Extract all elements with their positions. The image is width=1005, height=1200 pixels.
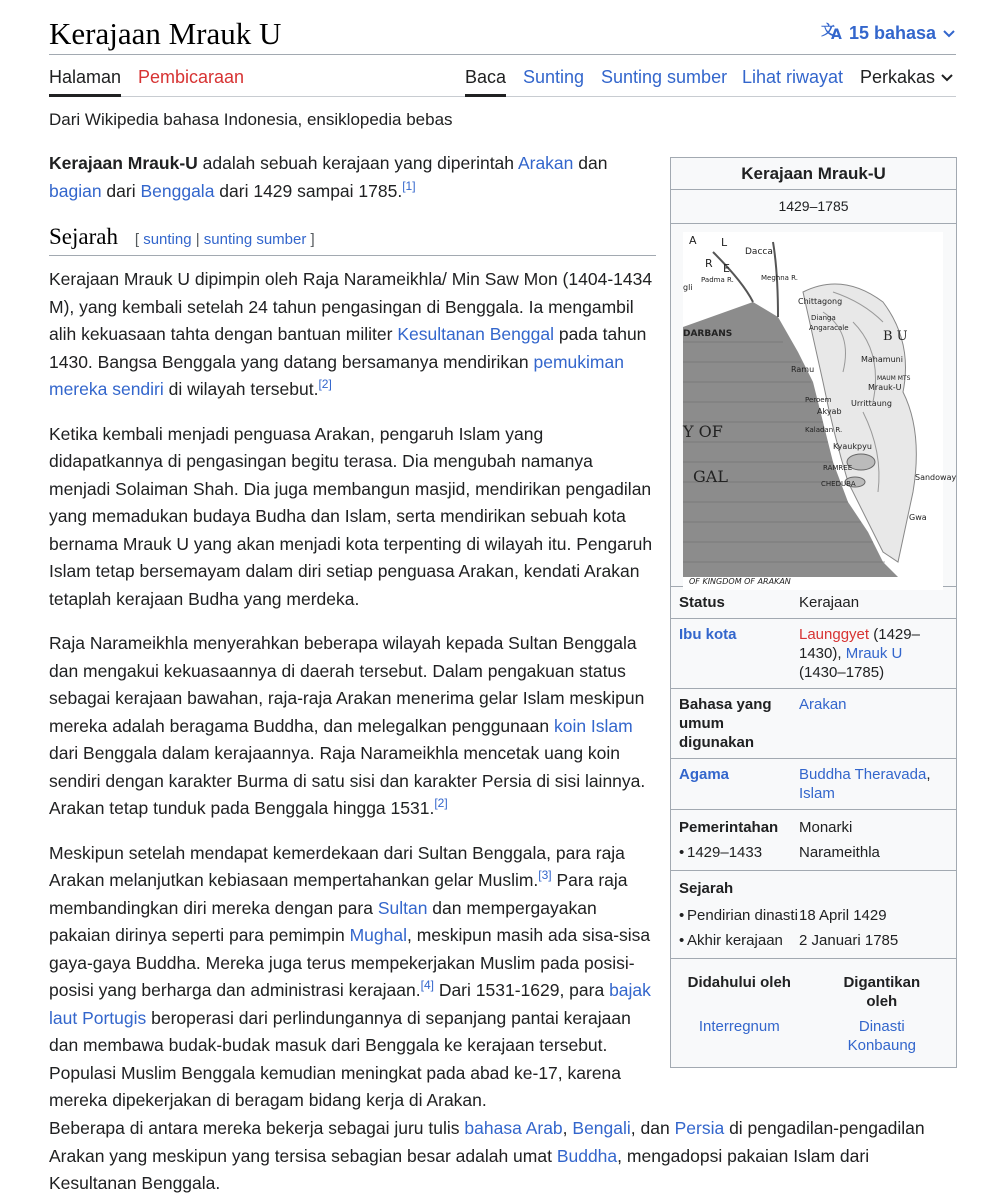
text: , mengadopsi pakaian Islam dari Kesultanan Benggala. <box>49 1145 870 1193</box>
svg-text:文: 文 <box>820 23 835 39</box>
history-section <box>671 871 956 959</box>
edit-link[interactable]: sunting <box>143 231 192 248</box>
map-label: R <box>705 257 713 270</box>
text: (1429–1430), <box>799 626 920 662</box>
bracket: ] <box>310 231 315 248</box>
translate-icon <box>821 22 843 45</box>
map-label: Chittagong <box>798 297 843 306</box>
map-label: Dianga <box>811 314 836 322</box>
text: (1430–1785) <box>799 664 885 681</box>
article-content <box>49 150 656 1132</box>
map-label: Ramu <box>791 365 815 374</box>
history-row <box>671 904 956 927</box>
map-label: MAUM MTS <box>877 375 911 382</box>
tab-perkakas[interactable] <box>860 67 954 88</box>
link-benggala[interactable]: Benggala <box>140 180 215 201</box>
government-sub-row <box>671 841 956 864</box>
preceded-column <box>671 973 808 1055</box>
link-bengali[interactable]: Bengali <box>572 1118 631 1138</box>
map-label: CHEDUBA <box>821 480 856 488</box>
tab-baca[interactable]: Baca <box>465 67 507 87</box>
text: Dari 1531-1629, para <box>433 980 610 1000</box>
link-islam[interactable]: Islam <box>799 785 835 802</box>
edit-source-link[interactable]: sunting sumber <box>203 231 307 248</box>
text: dan mempergayakan pakaian dirinya seperti para pemimpin <box>49 897 597 945</box>
capital-row <box>671 619 956 689</box>
tab-sunting[interactable]: Sunting <box>523 67 585 87</box>
text: Raja Narameikhla menyerahkan beberapa wilayah kepada Sultan Benggala dan mengakui kekuasaannya di daerah tersebut. Dalam pengakuan status sebagai kerajaan bawahan, raja-raja Arakan menerima gelar Islam meskipun mereka adalah beragama Buddha, dan melegalkan penggunaan <box>49 633 645 736</box>
map-label: Peroem <box>805 396 832 404</box>
section-heading-sejarah <box>49 223 656 256</box>
map-label: Meghna R. <box>761 274 799 282</box>
government-section <box>671 810 956 871</box>
link-mrauk-u[interactable]: Mrauk U <box>845 645 903 662</box>
tab-lihat-riwayat[interactable]: Lihat riwayat <box>742 67 844 87</box>
title-bar <box>49 12 956 55</box>
map-label: Dacca <box>745 247 773 257</box>
religion-value <box>799 765 948 803</box>
ref-3[interactable]: [3] <box>538 868 552 883</box>
text: , <box>926 766 931 783</box>
svg-text:A: A <box>830 27 842 43</box>
map-label: Padma R. <box>701 276 734 284</box>
succeeded-column <box>808 973 956 1055</box>
map-label: gli <box>683 283 693 292</box>
government-sub-label: • 1429–1433 <box>679 843 799 862</box>
text: Beberapa di antara mereka bekerja sebagai juru tulis <box>49 1118 465 1138</box>
link-mughal[interactable]: Mughal <box>349 925 407 945</box>
infobox-title: Kerajaan Mrauk-U <box>671 158 956 190</box>
section-title: Sejarah <box>49 224 118 249</box>
succession-box <box>671 959 956 1067</box>
link-buddha-theravada[interactable]: Buddha Theravada <box>799 766 927 783</box>
paragraph-4-continued <box>49 1115 956 1198</box>
link-launggyet[interactable]: Launggyet <box>799 626 870 643</box>
link-koin-islam[interactable]: koin Islam <box>553 715 633 736</box>
map-label: Gwa <box>909 513 927 522</box>
text: Kerajaan Mrauk U dipimpin oleh Raja Narameikhla/ Min Saw Mon (1404-1434 M), yang kembali setelah 24 tahun pengasingan di Benggala. Ia mengambil alih kekuasaan tahta dengan bantuan militer <box>49 269 653 344</box>
paragraph-1 <box>49 266 656 404</box>
text: beroperasi dari perlindungannya di sepanjang pantai kerajaan dan membawa budak-budak masuk dari Benggala ke kerajaan tersebut. Populasi Muslim Benggala kemudian meningkat pada abad ke-17, karena mereka dipekerjakan di beragam bidang kerja di Arakan. <box>49 1007 631 1110</box>
map-label: Urrittaung <box>851 399 892 408</box>
text: Para raja membandingkan diri mereka dengan para <box>49 870 628 918</box>
paragraph-4 <box>49 840 656 1115</box>
text: dari <box>101 180 141 201</box>
text: Meskipun setelah mendapat kemerdekaan dari Sultan Benggala, para raja Arakan melanjutkan kebiasaan mempertahankan gelar Muslim. <box>49 842 625 890</box>
link-dinasti-konbaung[interactable]: Dinasti Konbaung <box>847 1018 917 1054</box>
link-persia[interactable]: Persia <box>674 1118 725 1138</box>
map-label: L <box>721 236 728 249</box>
text: dan <box>573 153 608 173</box>
link-sultan[interactable]: Sultan <box>377 897 428 918</box>
perkakas-label: Perkakas <box>860 67 936 87</box>
text: pada tahun 1430. Bangsa Benggala yang datang bersamanya mendirikan <box>49 324 647 372</box>
link-buddha[interactable]: Buddha <box>556 1145 618 1166</box>
status-label: Status <box>679 594 725 611</box>
ref-2[interactable]: [2] <box>318 377 332 392</box>
map-label: B U <box>883 329 908 344</box>
link-arakan-language[interactable]: Arakan <box>799 696 847 713</box>
map-label: Mahamuni <box>861 355 903 364</box>
history-row <box>671 929 956 952</box>
link-pemukiman[interactable]: pemukiman mereka sendiri <box>49 351 624 399</box>
language-row <box>671 689 956 759</box>
succeeded-label: Digantikan oleh <box>843 974 921 1010</box>
religion-label[interactable]: Agama <box>679 766 730 783</box>
language-label: Bahasa yang umum digunakan <box>679 696 772 751</box>
ref-1[interactable]: [1] <box>402 178 416 193</box>
preceded-label: Didahului oleh <box>687 974 791 991</box>
tab-pembicaraan[interactable]: Pembicaraan <box>138 67 245 87</box>
government-sub-value: Narameithla <box>799 844 880 861</box>
map-label: Sandoway <box>915 473 957 482</box>
tab-sunting-sumber[interactable]: Sunting sumber <box>601 67 728 87</box>
separator: | <box>191 231 204 248</box>
map-label: Kyaukpyu <box>833 442 872 451</box>
paragraph-3 <box>49 630 656 823</box>
lead-paragraph <box>49 150 656 205</box>
lead-bold: Kerajaan Mrauk-U <box>49 153 198 173</box>
link-bajak-laut-portugis[interactable]: bajak laut Portugis <box>49 980 651 1028</box>
link-bagian[interactable]: bagian <box>49 180 102 201</box>
language-button[interactable] <box>821 22 956 45</box>
map-label: Akyab <box>817 407 842 416</box>
map-label: Y OF <box>683 422 723 441</box>
map-label: Angaracale <box>809 324 849 332</box>
map-label: RAMREE <box>823 464 853 472</box>
text: di wilayah tersebut. <box>163 379 319 399</box>
text: adalah sebuah kerajaan yang diperintah <box>197 153 518 173</box>
government-value: Monarki <box>799 819 853 836</box>
map-label: Kaladan R. <box>805 426 843 434</box>
chevron-down-icon <box>940 67 954 87</box>
ref-2[interactable]: [2] <box>434 796 448 811</box>
map-label: DARBANS <box>683 329 733 339</box>
text: , <box>562 1118 573 1138</box>
text: , meskipun masih ada sisa-sisa gaya-gaya Buddha. Mereka juga terus mempekerjakan Muslim pada posisi-posisi yang berharga dan administrasi kerajaan. <box>49 925 651 1000</box>
capital-label[interactable]: Ibu kota <box>679 626 737 643</box>
government-label: Pemerintahan <box>679 819 779 836</box>
history-sub-value: 18 April 1429 <box>799 907 887 924</box>
link-bahasa-arab[interactable]: bahasa Arab <box>464 1118 563 1138</box>
map-label: OF KINGDOM OF ARAKAN <box>689 577 791 586</box>
map-label: Mrauk-U <box>868 383 902 392</box>
link-arakan[interactable]: Arakan <box>517 153 574 173</box>
status-row <box>671 587 956 619</box>
religion-row <box>671 759 956 810</box>
chevron-down-icon <box>942 23 956 44</box>
history-sub-label: • Akhir kerajaan <box>679 931 799 950</box>
language-count: 15 bahasa <box>848 23 936 43</box>
tabs-bar <box>49 60 956 97</box>
infobox <box>670 157 957 1068</box>
map-image[interactable] <box>671 224 956 587</box>
map-illustration <box>683 232 957 590</box>
map-label: E <box>723 262 730 275</box>
section-edit-links <box>135 231 315 248</box>
paragraph-2: Ketika kembali menjadi penguasa Arakan, pengaruh Islam yang didapatkannya di pengasingan begitu terasa. Dia mengubah namanya menjadi Solaiman Shah. Dia juga membangun masjid, mendirikan pengadilan yang memadukan budaya Budha dan Islam, serta mendirikan sebuah kota bernama Mrauk U yang akan menjadi kota terpenting di wilayah itu. Pengaruh Islam tetap bersemayam dalam diri setiap penguasa Arakan, kendati Arakan tetaplah kerajaan Budha yang merdeka. <box>49 423 653 609</box>
text: dari 1429 sampai 1785. <box>214 180 403 201</box>
history-sub-label: • Pendirian dinasti <box>679 906 799 925</box>
ref-4[interactable]: [4] <box>420 978 434 993</box>
text: , dan <box>630 1118 675 1138</box>
capital-value <box>799 625 948 682</box>
history-label: Sejarah <box>679 880 734 897</box>
text: dari Benggala dalam kerajaannya. Raja Narameikhla mencetak uang koin sendiri dengan karakter Burma di satu sisi dan karakter Persia di sisi lainnya. Arakan tetap tunduk pada Benggala hingga 1531. <box>49 743 646 818</box>
tab-halaman[interactable]: Halaman <box>49 67 122 87</box>
map-label: GAL <box>693 467 728 486</box>
link-kesultanan-benggal[interactable]: Kesultanan Benggal <box>397 324 554 344</box>
text: di pengadilan-pengadilan Arakan yang meskipun yang tersisa sebagian besar adalah umat <box>49 1118 925 1166</box>
bracket: [ <box>134 231 140 248</box>
tagline: Dari Wikipedia bahasa Indonesia, ensiklopedia bebas <box>49 110 453 129</box>
infobox-years: 1429–1785 <box>671 190 956 224</box>
page-title: Kerajaan Mrauk U <box>49 16 282 51</box>
status-value: Kerajaan <box>799 594 860 611</box>
map-label: A <box>689 234 697 247</box>
link-interregnum[interactable]: Interregnum <box>698 1018 780 1035</box>
history-sub-value: 2 Januari 1785 <box>799 932 899 949</box>
